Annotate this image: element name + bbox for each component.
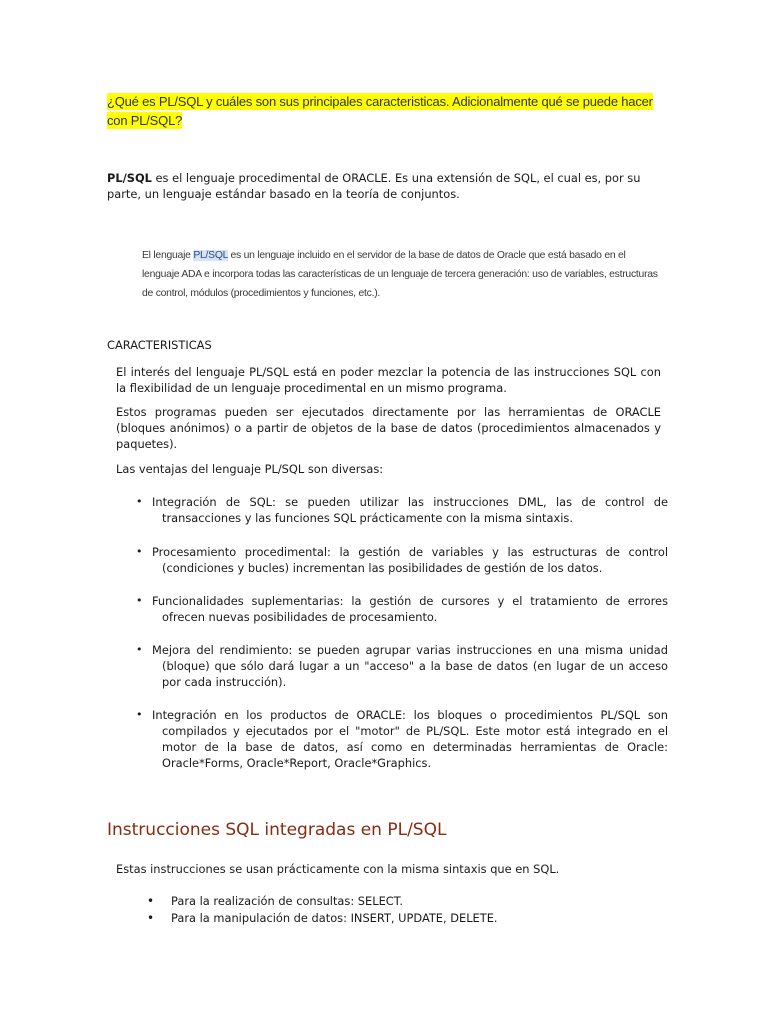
list-item (138, 707, 668, 771)
list-item (138, 593, 668, 625)
quoted-image-text (142, 246, 662, 303)
list-item (138, 642, 668, 690)
section-title: Instrucciones SQL integradas en PL/SQL (107, 820, 447, 840)
list-item-text: Funcionalidades suplementarias: la gestión de cursores y el tratamiento de errores ofrecen nuevas posibilidades de procesamiento. (152, 594, 668, 624)
bullet-icon: • (136, 545, 143, 558)
question-text: ¿Qué es PL/SQL y cuáles son sus principales caracteristicas. Adicionalmente qué se puede hacer con PL/SQL? (107, 94, 653, 128)
question-heading (107, 92, 667, 130)
intro-term: PL/SQL (107, 171, 152, 185)
bullet-icon: • (136, 594, 143, 607)
bullet-icon: • (147, 911, 155, 925)
list-item-text: Integración en los productos de ORACLE: los bloques o procedimientos PL/SQL son compilados y ejecutados por el "motor" de PL/SQL. Este motor está integrado en el motor de la base de datos, así como en determinadas herramientas de Oracle: Oracle*Forms, Oracle*Report, Oracle*Graphics. (152, 708, 668, 770)
paragraph-advantages-intro: Las ventajas del lenguaje PL/SQL son diversas: (116, 462, 384, 476)
list-item-text: Integración de SQL: se pueden utilizar las instrucciones DML, las de control de transacciones y las funciones SQL prácticamente con la misma sintaxis. (152, 495, 668, 525)
bullet-icon: • (136, 708, 143, 721)
quote-after: es un lenguaje incluido en el servidor de la base de datos de Oracle que está basado en el lenguaje ADA e incorpora todas las características de un lenguaje de tercera generación: uso de variables, estructuras de control, módulos (procedimientos y funciones, etc.). (142, 250, 658, 299)
list-item (138, 494, 668, 526)
bullet-icon: • (136, 643, 143, 656)
paragraph-programs: Estos programas pueden ser ejecutados directamente por las herramientas de ORACLE (bloques anónimos) o a partir de objetos de la base de datos (procedimientos almacenados y paquetes). (116, 405, 661, 451)
list-item (138, 544, 668, 576)
bullet-icon: • (136, 495, 143, 508)
intro-paragraph (107, 170, 647, 202)
sql-intro-paragraph: Estas instrucciones se usan prácticamente con la misma sintaxis que en SQL. (116, 862, 560, 876)
quote-term: PL/SQL (193, 250, 228, 261)
list-item-text: Para la manipulación de datos: INSERT, UPDATE, DELETE. (171, 911, 498, 925)
bullet-icon: • (147, 894, 155, 908)
paragraph-interest: El interés del lenguaje PL/SQL está en poder mezclar la potencia de las instrucciones SQL con la flexibilidad de un lenguaje procedimental en un mismo programa. (116, 365, 661, 395)
list-item-text: Procesamiento procedimental: la gestión de variables y las estructuras de control (condiciones y bucles) incrementan las posibilidades de gestión de los datos. (152, 545, 668, 575)
list-item-text: Mejora del rendimiento: se pueden agrupar varias instrucciones en una misma unidad (bloque) que sólo dará lugar a un "acceso" a la base de datos (en lugar de un acceso por cada instrucción). (152, 643, 668, 689)
characteristics-heading: CARACTERISTICAS (107, 338, 212, 352)
quote-before: El lenguaje (142, 250, 194, 261)
intro-text: es el lenguaje procedimental de ORACLE. Es una extensión de SQL, el cual es, por su parte, un lenguaje estándar basado en la teoría de conjuntos. (107, 171, 641, 201)
list-item-text: Para la realización de consultas: SELECT. (171, 894, 403, 908)
